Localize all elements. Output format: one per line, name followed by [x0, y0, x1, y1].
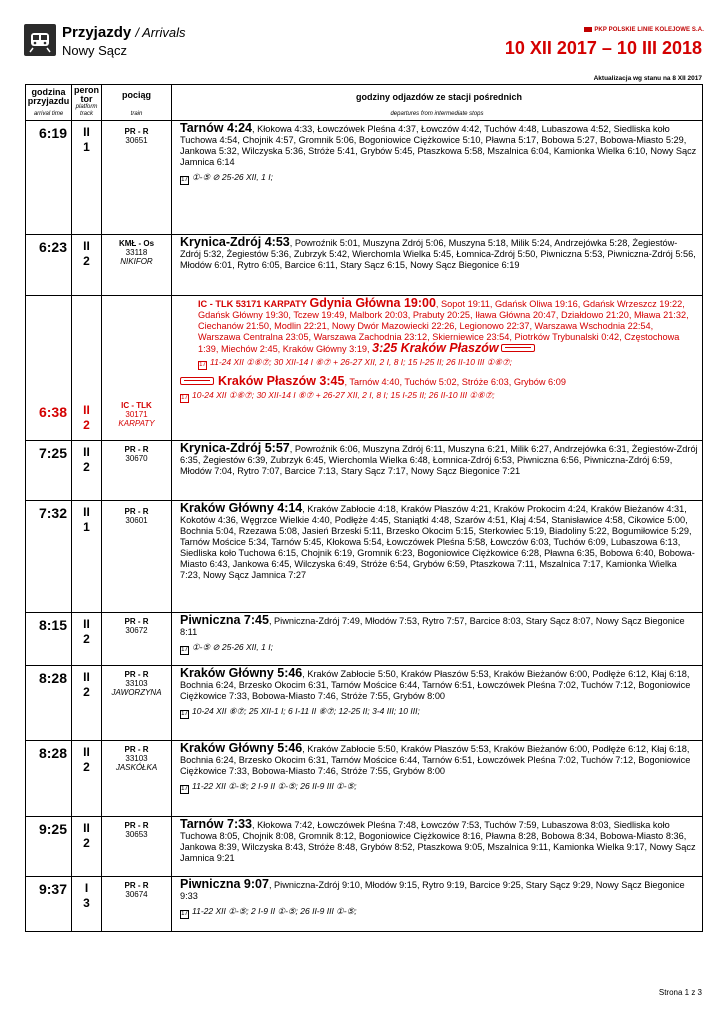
- intermediate-stops: , Tarnów 4:40, Tuchów 5:02, Stróże 6:03, Grybów 6:09: [344, 377, 566, 387]
- table-row: [26, 741, 702, 817]
- track-number: 2: [83, 418, 90, 432]
- table-row: [26, 235, 702, 296]
- arrival-time: 6:38: [38, 404, 67, 420]
- train-info: PR - R 30601: [124, 507, 149, 525]
- track-number: 3: [83, 896, 90, 910]
- intermediate-stops: , Piwniczna-Zdrój 9:10, Młodów 9:15, Rytro 9:19, Barcice 9:25, Stary Sącz 9:29, Nowy Sącz Biegonice 9:33: [180, 880, 685, 901]
- arrivals-table: [25, 84, 703, 932]
- operating-days-note: 17 10-24 XII ①⑥⑦; 30 XII-14 I ⑥⑦ + 26-27 XII, 2 I, 8 I; 15 I-25 II; 26 II-10 III ①⑥⑦;: [181, 390, 495, 401]
- platform-number: II: [83, 670, 90, 684]
- stops-cell: [172, 877, 702, 931]
- bus-icon: [501, 344, 535, 352]
- operating-days-note: 17 10-24 XII ⑥⑦; 25 XII-1 I; 6 I-11 II ⑥⑦; 12-25 II; 3-4 III; 10 III;: [181, 706, 420, 717]
- operating-days-note: 17 11-22 XII ①-⑤; 2 I-9 II ①-⑤; 26 II-9 III ①-⑤;: [181, 781, 357, 792]
- intermediate-stops: , Powroźnik 6:06, Muszyna Zdrój 6:11, Muszyna 6:21, Milik 6:27, Andrzejówka 6:31, Żegiestów-Zdrój 6:35, Żegiestów 6:39, Zubrzyk 6:45, Wierchomla Wielka 6:48, Łomnica-Zdrój 6:53, Piwniczna 6:56, Piwniczna-Zdrój 6:59, Młodów 7:04, Rytro 7:07, Barcice 7:13, Stary Sącz 7:17, Nowy Sącz Biegonice 7:21: [180, 444, 698, 476]
- table-row: [26, 817, 702, 877]
- arrival-time: 8:28: [38, 745, 67, 761]
- train-info: PR - R 30653: [124, 821, 149, 839]
- stops-cell: [172, 613, 702, 665]
- update-note: Aktualizacja wg stanu na 8 XII 2017: [593, 75, 702, 82]
- origin-station: Tarnów 7:33: [180, 817, 253, 831]
- header-stops: godziny odjazdów ze stacji pośrednich departures from intermediate stops: [355, 92, 523, 117]
- platform-number: II: [83, 403, 90, 417]
- intermediate-stops: , Kłokowa 4:33, Łowczówek Pleśna 4:37, Łowczów 4:42, Tuchów 4:48, Lubaszowa 4:52, Siedliska koło Tuchowa 4:54, Chojnik 4:57, Gromnik 5:06, Bogoniowice Ciężkowice 5:10, Pławna 5:17, Bobowa 5:27, Bobowa-Miasto 5:29, Jankowa 5:32, Wilczyska 5:36, Stróże 5:41, Grybów 5:45, Ptaszkowa 5:58, Mszalnica 6:04, Kamionka Wielka 6:10, Nowy Sącz Jamnica 6:14: [180, 124, 697, 167]
- origin-station: Kraków Główny 5:46: [180, 666, 303, 680]
- track-number: 2: [83, 836, 90, 850]
- calendar-icon: 17: [181, 395, 188, 401]
- calendar-icon: 17: [181, 177, 188, 183]
- brand-logo: PKP POLSKIE LINIE KOLEJOWE S.A.: [584, 27, 704, 33]
- platform-number: II: [83, 617, 90, 631]
- arrival-time: 8:15: [38, 617, 67, 633]
- origin-station: Kraków Główny 4:14: [180, 501, 303, 515]
- header-platform: peron tor platform track: [72, 85, 102, 120]
- train-info: PR - R 30670: [124, 445, 149, 463]
- origin-station: Piwniczna 7:45: [180, 613, 269, 627]
- intermediate-stops: , Piwniczna-Zdrój 7:49, Młodów 7:53, Rytro 7:57, Barcice 8:03, Stary Sącz 8:07, Nowy Sącz Biegonice 8:11: [180, 616, 685, 637]
- ic-operating-days-note: 17 11-24 XII ①⑥⑦; 30 XII-14 I ⑥⑦ + 26-27 XII, 2 I, 8 I; 15 I-25 II; 26 II-10 III ①⑥⑦;: [199, 357, 513, 368]
- arrival-time: 9:37: [38, 881, 67, 897]
- arrival-time: 6:23: [38, 239, 67, 255]
- calendar-icon: 17: [181, 647, 188, 653]
- track-number: 2: [83, 254, 90, 268]
- calendar-icon: 17: [181, 711, 188, 717]
- train-info: PR - R 33103 JAWORZYNA: [111, 670, 162, 697]
- origin-station: Tarnów 4:24: [180, 121, 253, 135]
- arrival-time: 9:25: [38, 821, 67, 837]
- stops-cell: [172, 817, 702, 876]
- header-train: pociąg train: [102, 85, 172, 120]
- platform-number: II: [83, 505, 90, 519]
- stops-cell: [172, 121, 702, 234]
- platform-number: II: [83, 745, 90, 759]
- origin-station: Krynica-Zdrój 4:53: [180, 235, 290, 249]
- origin-station: Kraków Płaszów 3:45: [218, 374, 345, 388]
- bus-icon: [180, 377, 214, 385]
- page-header: [24, 24, 704, 88]
- train-info: PR - R 30651: [124, 127, 149, 145]
- track-number: 1: [83, 140, 90, 154]
- ic-end-station: 3:25 Kraków Płaszów: [372, 341, 499, 355]
- arrival-time: 6:19: [38, 125, 67, 141]
- train-info: KMŁ - Os 33118 NIKIFOR: [118, 239, 155, 266]
- stops-cell: [172, 666, 702, 740]
- stops-cell: [172, 501, 702, 612]
- intermediate-stops: , Kłokowa 7:42, Łowczówek Pleśna 7:48, Łowczów 7:53, Tuchów 7:59, Lubaszowa 8:03, Siedliska koło Tuchowa 8:05, Chojnik 8:08, Gromnik 8:12, Bogoniowice Ciężkowice 8:16, Pławna 8:28, Bobowa 8:34, Bobowa-Miasto 8:36, Jankowa 8:39, Wilczyska 8:43, Stróże 8:48, Grybów 8:52, Ptaszkowa 9:05, Mszalnica 9:11, Kamionka Wielka 9:17, Nowy Sącz Jamnica 9:21: [180, 820, 696, 863]
- intermediate-stops: , Kraków Zabłocie 4:18, Kraków Płaszów 4:21, Kraków Prokocim 4:24, Kraków Bieżanów 4:31, Kokotów 4:36, Węgrzce Wielkie 4:40, Podłęże 4:45, Staniątki 4:48, Szarów 4:51, Kłaj 4:54, Stanisławice 4:58, Cikowice 5:00, Bochnia 5:04, Rzezawa 5:08, Jasień Brzeski 5:11, Brzesko Okocim 5:15, Sterkowiec 5:19, Biadoliny 5:22, Bogumiłowice 5:29, Tarnów Mościce 5:34, Tarnów 5:45, Kłokowa 5:54, Łowczówek Pleśna 5:58, Łowczów 6:03, Tuchów 6:09, Lubaszowa 6:13, Siedliska koło Tuchowa 6:15, Chojnik 6:19, Gromnik 6:23, Bogoniowice Ciężkowice 6:28, Pławna 6:35, Bobowa 6:40, Bobowa-Miasto 6:43, Jankowa 6:45, Wilczyska 6:49, Stróże 6:54, Grybów 6:59, Ptaszkowa 7:11, Mszalnica 7:17, Kamionka Wielka 7:23, Nowy Sącz Jamnica 7:27: [180, 504, 695, 580]
- intermediate-stops: , Powroźnik 5:01, Muszyna Zdrój 5:06, Muszyna 5:18, Milik 5:24, Andrzejówka 5:28, Żegiestów-Zdrój 5:32, Żegiestów 5:36, Zubrzyk 5:42, Wierchomla Wielka 5:45, Łomnica-Zdrój 5:50, Piwniczna 5:53, Piwniczna-Zdrój 5:56, Młodów 6:01, Rytro 6:05, Barcice 6:11, Stary Sącz 6:15, Nowy Sącz Biegonice 6:19: [180, 238, 696, 270]
- page-number: Strona 1 z 3: [658, 988, 702, 997]
- stops-cell: [172, 296, 702, 440]
- calendar-icon: 17: [181, 786, 188, 792]
- calendar-icon: 17: [181, 911, 188, 917]
- track-number: 2: [83, 760, 90, 774]
- train-info: IC - TLK 30171 KARPATY: [118, 401, 155, 428]
- ic-train-header: IC - TLK 53171 KARPATY: [198, 299, 307, 309]
- table-row: [26, 441, 702, 501]
- operating-days-note: 17 11-22 XII ①-⑤; 2 I-9 II ①-⑤; 26 II-9 III ①-⑤;: [181, 906, 357, 917]
- stops-cell: [172, 441, 702, 500]
- table-header: [26, 85, 702, 121]
- stops-cell: [172, 741, 702, 816]
- header-time: godzina przyjazdu arrival time: [26, 85, 72, 120]
- platform-number: II: [83, 239, 90, 253]
- validity-period: 10 XII 2017 – 10 III 2018: [504, 38, 702, 58]
- arrival-time: 8:28: [38, 670, 67, 686]
- train-info: PR - R 30672: [124, 617, 149, 635]
- stops-cell: [172, 235, 702, 295]
- track-number: 2: [83, 460, 90, 474]
- origin-station: Kraków Główny 5:46: [180, 741, 303, 755]
- station-name: Nowy Sącz: [62, 43, 128, 58]
- table-row: [26, 501, 702, 613]
- operating-days-note: 17 ①-⑤ ⊘ 25-26 XII, 1 I;: [181, 172, 273, 183]
- table-row: [26, 296, 702, 441]
- arrival-time: 7:25: [38, 445, 67, 461]
- ic-origin-station: Gdynia Główna 19:00: [309, 296, 436, 310]
- table-row: [26, 666, 702, 741]
- calendar-icon: 17: [199, 362, 206, 368]
- intermediate-stops: , Kraków Zabłocie 5:50, Kraków Płaszów 5:53, Kraków Bieżanów 6:00, Podłęże 6:12, Kłaj 6:18, Bochnia 6:24, Brzesko Okocim 6:31, Tarnów Mościce 6:44, Tarnów 6:51, Łowczówek Pleśna 7:02, Tuchów 7:12, Bogoniowice Ciężkowice 7:33, Bobowa-Miasto 7:46, Stróże 7:55, Grybów 8:00: [180, 669, 691, 701]
- ic-intermediate-stops: , Sopot 19:11, Gdańsk Oliwa 19:16, Gdańsk Wrzeszcz 19:22, Gdańsk Główny 19:30, Tczew 19:49, Malbork 20:03, Prabuty 20:25, Iława Główna 20:47, Działdowo 21:20, Mława 21:32, Ciechanów 21:50, Modlin 22:21, Nowy Dwór Mazowiecki 22:26, Legionowo 22:37, Warszawa Wschodnia 22:54, Warszawa Centralna 23:05, Warszawa Zachodnia 23:12, Skierniewice 23:54, Piotrków Trybunalski 0:42, Częstochowa 1:39, Miechów 2:45, Kraków Główny 3:19,: [198, 299, 689, 354]
- table-row: [26, 877, 702, 931]
- page-title: Przyjazdy / Arrivals: [62, 24, 186, 41]
- origin-station: Piwniczna 9:07: [180, 877, 269, 891]
- track-number: 2: [83, 685, 90, 699]
- platform-number: I: [84, 881, 89, 895]
- track-number: 2: [83, 632, 90, 646]
- platform-number: II: [83, 445, 90, 459]
- origin-station: Krynica-Zdrój 5:57: [180, 441, 290, 455]
- platform-number: II: [83, 821, 90, 835]
- train-icon: [24, 24, 56, 56]
- train-info: PR - R 33103 JASKÓŁKA: [115, 745, 158, 772]
- operating-days-note: 17 ①-⑤ ⊘ 25-26 XII, 1 I;: [181, 642, 273, 653]
- track-number: 1: [83, 520, 90, 534]
- table-row: [26, 121, 702, 235]
- table-row: [26, 613, 702, 666]
- intermediate-stops: , Kraków Zabłocie 5:50, Kraków Płaszów 5:53, Kraków Bieżanów 6:00, Podłęże 6:12, Kłaj 6:18, Bochnia 6:24, Brzesko Okocim 6:31, Tarnów Mościce 6:44, Tarnów 6:51, Łowczówek Pleśna 7:02, Tuchów 7:12, Bogoniowice Ciężkowice 7:33, Bobowa-Miasto 7:46, Stróże 7:55, Grybów 8:00: [180, 744, 691, 776]
- arrival-time: 7:32: [38, 505, 67, 521]
- platform-number: II: [83, 125, 90, 139]
- train-info: PR - R 30674: [124, 881, 149, 899]
